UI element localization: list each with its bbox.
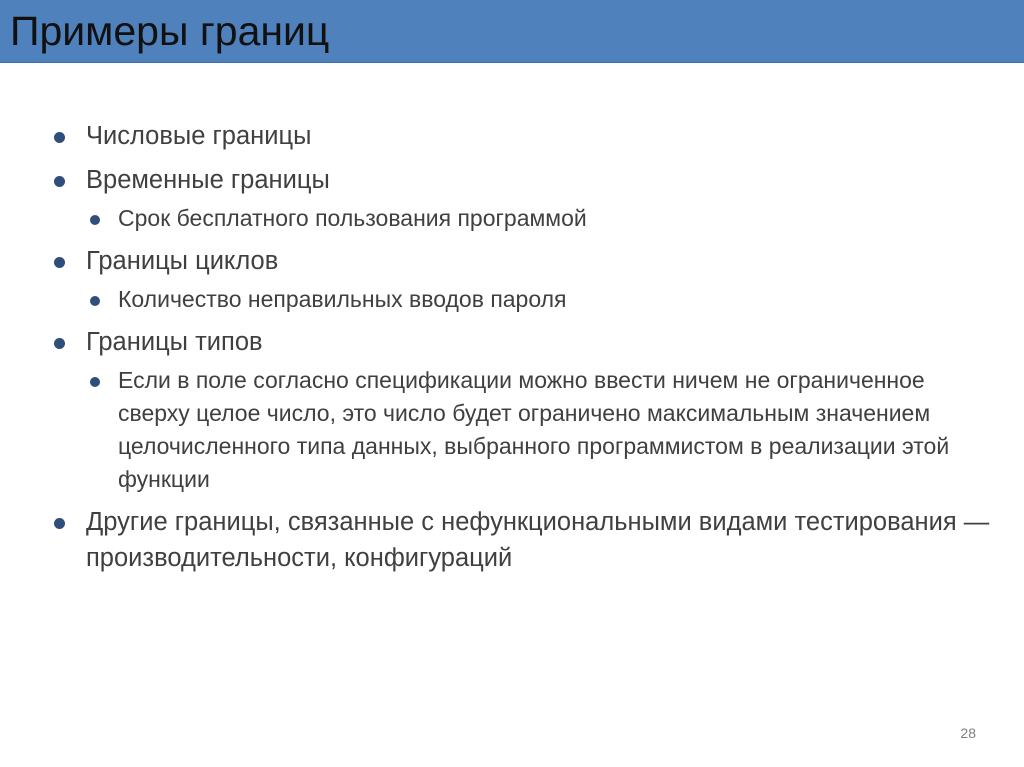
bullet-icon bbox=[54, 518, 65, 529]
sub-list-item bbox=[86, 283, 990, 316]
list-item-text: Числовые границы bbox=[86, 122, 312, 150]
sub-list bbox=[86, 364, 990, 496]
slide-content bbox=[50, 118, 990, 584]
list-item-text: Границы типов bbox=[86, 328, 263, 356]
bullet-icon bbox=[54, 338, 65, 349]
bullet-icon bbox=[90, 215, 100, 225]
list-item bbox=[50, 243, 990, 316]
title-bar bbox=[0, 0, 1024, 63]
bullet-icon bbox=[54, 132, 65, 143]
bullet-icon bbox=[54, 176, 65, 187]
sub-list-item-text: Количество неправильных вводов пароля bbox=[118, 286, 567, 312]
bullet-icon bbox=[90, 377, 100, 387]
list-item bbox=[50, 118, 990, 154]
sub-list-item-text: Срок бесплатного пользования программой bbox=[118, 205, 587, 231]
list-item bbox=[50, 324, 990, 496]
bullet-icon bbox=[54, 257, 65, 268]
list-item bbox=[50, 162, 990, 235]
page-number: 28 bbox=[960, 725, 976, 741]
list-item-text: Другие границы, связанные с нефункциональными видами тестирования — производительности, конфигураций bbox=[86, 508, 990, 572]
bullet-icon bbox=[90, 296, 100, 306]
list-item-text: Границы циклов bbox=[86, 247, 279, 275]
slide-title: Примеры границ bbox=[10, 8, 330, 54]
sub-list bbox=[86, 202, 990, 235]
list-item-text: Временные границы bbox=[86, 166, 330, 194]
list-item bbox=[50, 504, 990, 576]
bullet-list bbox=[50, 118, 990, 576]
sub-list bbox=[86, 283, 990, 316]
sub-list-item bbox=[86, 202, 990, 235]
sub-list-item-text: Если в поле согласно спецификации можно ввести ничем не ограниченное сверху целое число, это число будет ограничено максимальным значением целочисленного типа данных, выбранного программистом в реализации этой функции bbox=[118, 367, 950, 492]
sub-list-item bbox=[86, 364, 990, 496]
